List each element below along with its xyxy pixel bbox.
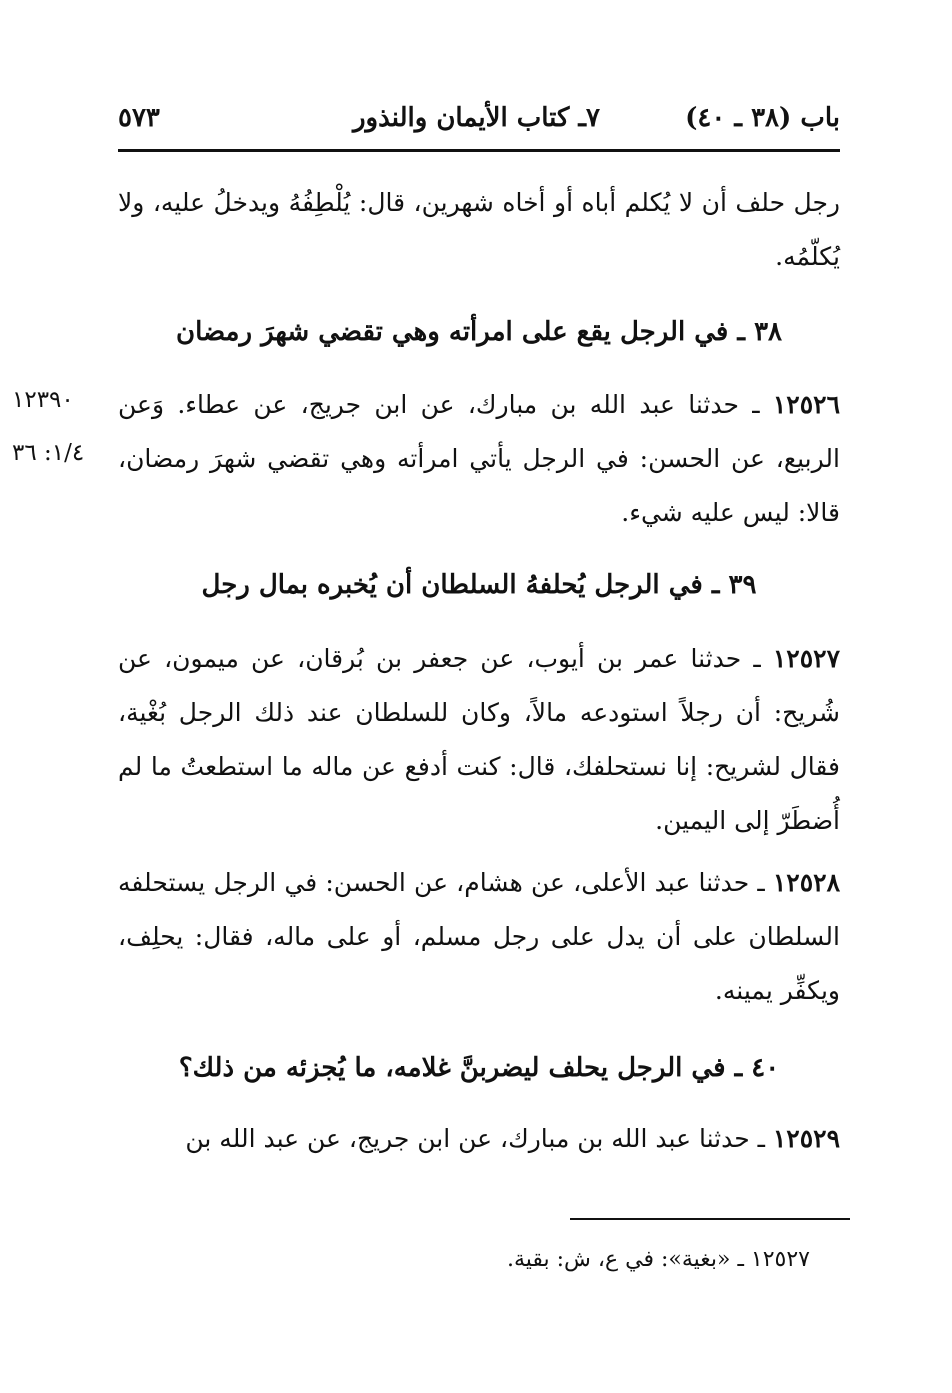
footnote-divider xyxy=(570,1218,850,1220)
hadith-number: ١٢٥٢٩ xyxy=(772,1124,840,1153)
hadith-text: ـ حدثنا عبد الله بن مبارك، عن ابن جريج، عن عطاء. وَعن الربيع، عن الحسن: في الرجل يأتي امرأته وهي تقضي شهرَ رمضان، قالا: ليس عليه شيء. xyxy=(118,390,840,527)
margin-ref-number: ١٢٣٩٠ xyxy=(12,387,74,413)
hadith-12527 xyxy=(118,632,840,852)
hadith-text: ـ حدثنا عمر بن أيوب، عن جعفر بن بُرقان، عن ميمون، عن شُريح: أن رجلاً استودعه مالاً، وكان للسلطان عند ذلك الرجل بُغْية، فقال لشريح: إنا نستحلفك، قال: كنت أدفع عن ماله ما استطعتُ ما لم أُضطَرّ إلى اليمين. xyxy=(118,644,840,835)
hadith-12526 xyxy=(118,378,840,543)
hadith-text: ـ حدثنا عبد الأعلى، عن هشام، عن الحسن: في الرجل يستحلفه السلطان على أن يدل على رجل مسلم، أو على ماله، فقال: يحلِف، ويكفِّر يمينه. xyxy=(118,868,840,1005)
hadith-number: ١٢٥٢٨ xyxy=(772,868,840,897)
chapter-range-header: باب (٣٨ ـ ٤٠) xyxy=(685,103,840,133)
section-39-heading: ٣٩ ـ في الرجل يُحلفهُ السلطان أن يُخبره بمال رجل xyxy=(201,570,757,600)
hadith-12528 xyxy=(118,856,840,1021)
hadith-12529 xyxy=(118,1112,840,1167)
hadith-number: ١٢٥٢٦ xyxy=(772,390,840,419)
book-title-header: ٧ـ كتاب الأيمان والنذور xyxy=(352,103,600,133)
header-divider xyxy=(118,149,840,152)
section-40-heading: ٤٠ ـ في الرجل يحلف ليضربنَّ غلامه، ما يُجزئه من ذلك؟ xyxy=(178,1053,780,1083)
page-number: ٥٧٣ xyxy=(118,103,160,133)
hadith-number: ١٢٥٢٧ xyxy=(772,644,840,673)
hadith-text: ـ حدثنا عبد الله بن مبارك، عن ابن جريج، عن عبد الله بن xyxy=(185,1124,773,1153)
intro-paragraph: رجل حلف أن لا يُكلم أباه أو أخاه شهرين، قال: يُلْطِفُهُ ويدخلُ عليه، ولا يُكلّمُه. xyxy=(118,188,840,271)
margin-ref-volume: ١/٤: ٣٦ xyxy=(12,440,85,466)
footnote: ١٢٥٢٧ ـ «بغية»: في ع، ش: بقية. xyxy=(506,1247,810,1272)
section-38-heading: ٣٨ ـ في الرجل يقع على امرأته وهي تقضي شهرَ رمضان xyxy=(175,317,783,347)
